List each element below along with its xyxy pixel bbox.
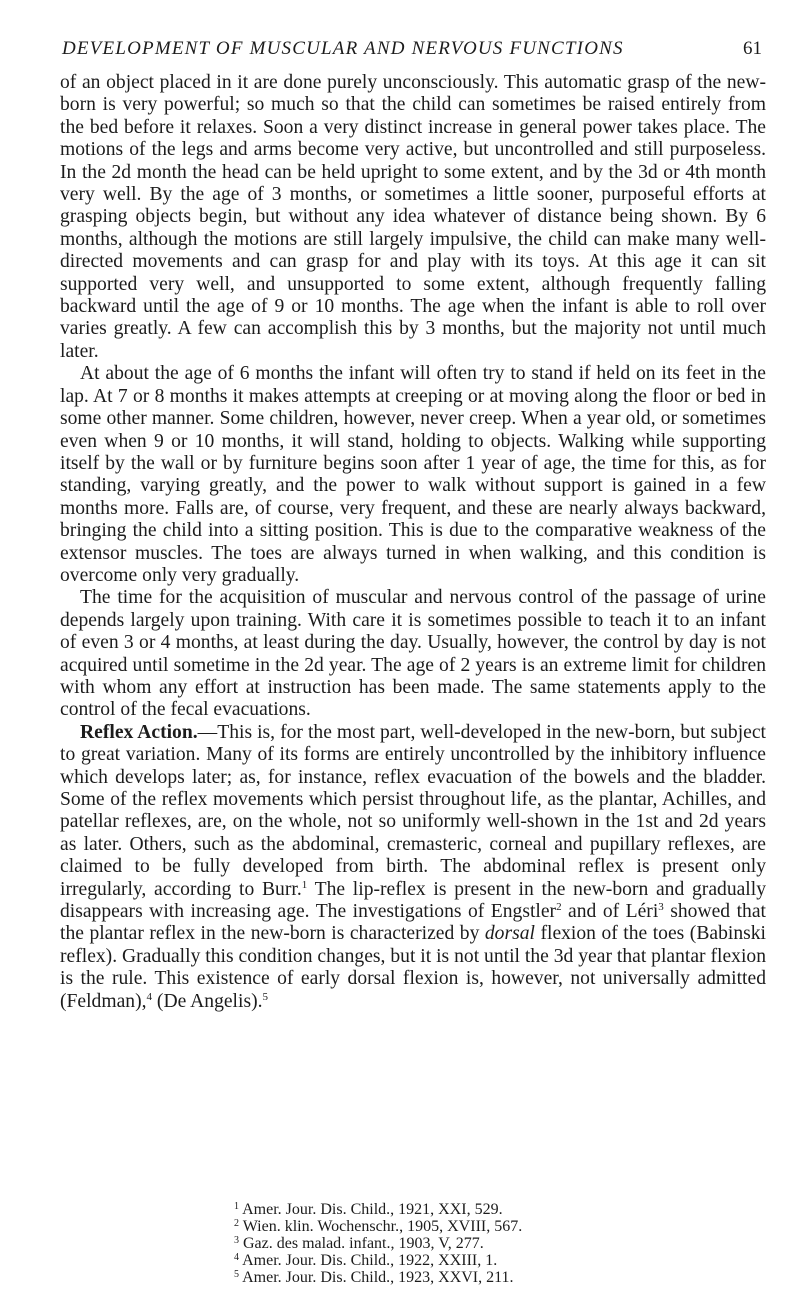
- footnote-number: 2: [234, 1218, 239, 1229]
- footnote-citation: Wien. klin. Wochenschr., 1905, XVIII, 567.: [242, 1218, 523, 1235]
- reflex-text-dorsal: dorsal: [484, 923, 535, 945]
- page-number: 61: [743, 38, 762, 59]
- footnote-citation: Amer. Jour. Dis. Child., 1923, XXVI, 211.: [242, 1269, 514, 1286]
- paragraph-reflex-action: [60, 722, 766, 1013]
- paragraph-standing-and-walking: At about the age of 6 months the infant will often try to stand if held on its feet in the lap. At 7 or 8 months it makes attempts at creeping or at moving along the floor or bed in some other manner. Some children, however, never creep. When a year old, or sometimes even when 9 or 10 months, it will stand, holding to objects. Walking while supporting itself by the wall or by furniture begins soon after 1 year of age, the time for this, as for standing, varying greatly, and the power to walk without support is gained in a few months more. Falls are, of course, very frequent, and these are nearly always backward, bringing the child into a sitting position. This is due to the comparative weakness of the extensor muscles. The toes are always turned in when walking, and this condition is overcome only very gradually.: [60, 363, 766, 586]
- footnote-number: 5: [234, 1269, 239, 1280]
- footnote-ref-3: 3: [658, 901, 664, 914]
- running-title: DEVELOPMENT OF MUSCULAR AND NERVOUS FUNCTIONS: [62, 38, 624, 59]
- footnote-ref-5: 5: [262, 990, 268, 1003]
- footnote-2: [234, 1218, 714, 1235]
- running-head: [62, 38, 762, 66]
- paragraph-urine-control: The time for the acquisition of muscular and nervous control of the passage of urine depends largely upon training. With care it is sometimes possible to teach it to an infant of even 3 or 4 months, at least during the day. Usually, however, the control by day is not acquired until sometime in the 2d year. The age of 2 years is an extreme limit for children with whom any effort at instruction has been made. The same statements apply to the control of the fecal evacuations.: [60, 587, 766, 721]
- footnote-ref-1: 1: [301, 878, 308, 891]
- body-text: [60, 72, 766, 1013]
- reflex-text-d: showed that the plantar reflex in the new-born is characterized by: [60, 901, 766, 945]
- footnote-number: 4: [234, 1252, 239, 1263]
- footnotes: [234, 1201, 714, 1286]
- footnote-citation: Gaz. des malad. infant., 1903, V, 277.: [243, 1235, 484, 1252]
- reflex-text-a: —This is, for the most part, well-developed in the new-born, but subject to great variation. Many of its forms are entirely uncontrolled by the inhibitory influence which develops later; as, for instance, reflex evacuation of the bowels and the bladder. Some of the reflex movements which persist throughout life, as the plantar, Achilles, and patellar reflexes, are, on the whole, not so uniformly well-shown in the 1st and 2d years as later. Others, such as the abdominal, cremasteric, corneal and pupillary reflexes, are claimed to be fully developed from birth. The abdominal reflex is present only irregularly, according to Burr.: [60, 721, 766, 900]
- footnote-ref-4: 4: [146, 990, 153, 1003]
- footnote-4: [234, 1252, 714, 1269]
- footnote-ref-2: 2: [556, 901, 562, 914]
- reflex-text-g: (De Angelis).: [152, 990, 263, 1012]
- reflex-text-f: flexion of the toes (Babinski reflex). Gradually this condition changes, but it is not until the 3d year that plantar flexion is the rule. This existence of early dorsal flexion is, however, not universally admitted (Feldman),: [60, 923, 766, 1012]
- reflex-text-b: The lip-reflex is present in the new-born and gradually disappears with increasing age. The investigations of Engstler: [60, 878, 766, 923]
- paragraph-grasp-and-motor: of an object placed in it are done purely unconsciously. This automatic grasp of the new-born is very powerful; so much so that the child can sometimes be raised entirely from the bed before it relaxes. Soon a very distinct increase in general power takes place. The motions of the legs and arms become very active, but uncontrolled and still purposeless. In the 2d month the head can be held upright to some extent, and by the 3d or 4th month very well. By the age of 3 months, or sometimes a little sooner, purposeful efforts at grasping objects begin, but without any idea whatever of distance being shown. By 6 months, although the motions are still largely impulsive, the child can make many well-directed movements and can grasp for and play with its toys. At this age it can sit supported very well, and unsupported to some extent, although frequently falling backward until the age of 9 or 10 months. The age when the infant is able to roll over varies greatly. A few can accomplish this by 3 months, but the majority not until much later.: [60, 72, 766, 362]
- footnote-number: 3: [234, 1235, 239, 1246]
- footnote-5: [234, 1269, 714, 1286]
- footnote-number: 1: [234, 1201, 239, 1212]
- footnote-3: [234, 1235, 714, 1252]
- footnote-citation: Amer. Jour. Dis. Child., 1921, XXI, 529.: [242, 1201, 503, 1218]
- reflex-text-c: and of Léri: [561, 901, 659, 923]
- footnote-citation: Amer. Jour. Dis. Child., 1922, XXIII, 1.: [242, 1252, 498, 1269]
- footnote-1: [234, 1201, 714, 1218]
- section-heading-reflex-action: Reflex Action.: [80, 721, 198, 743]
